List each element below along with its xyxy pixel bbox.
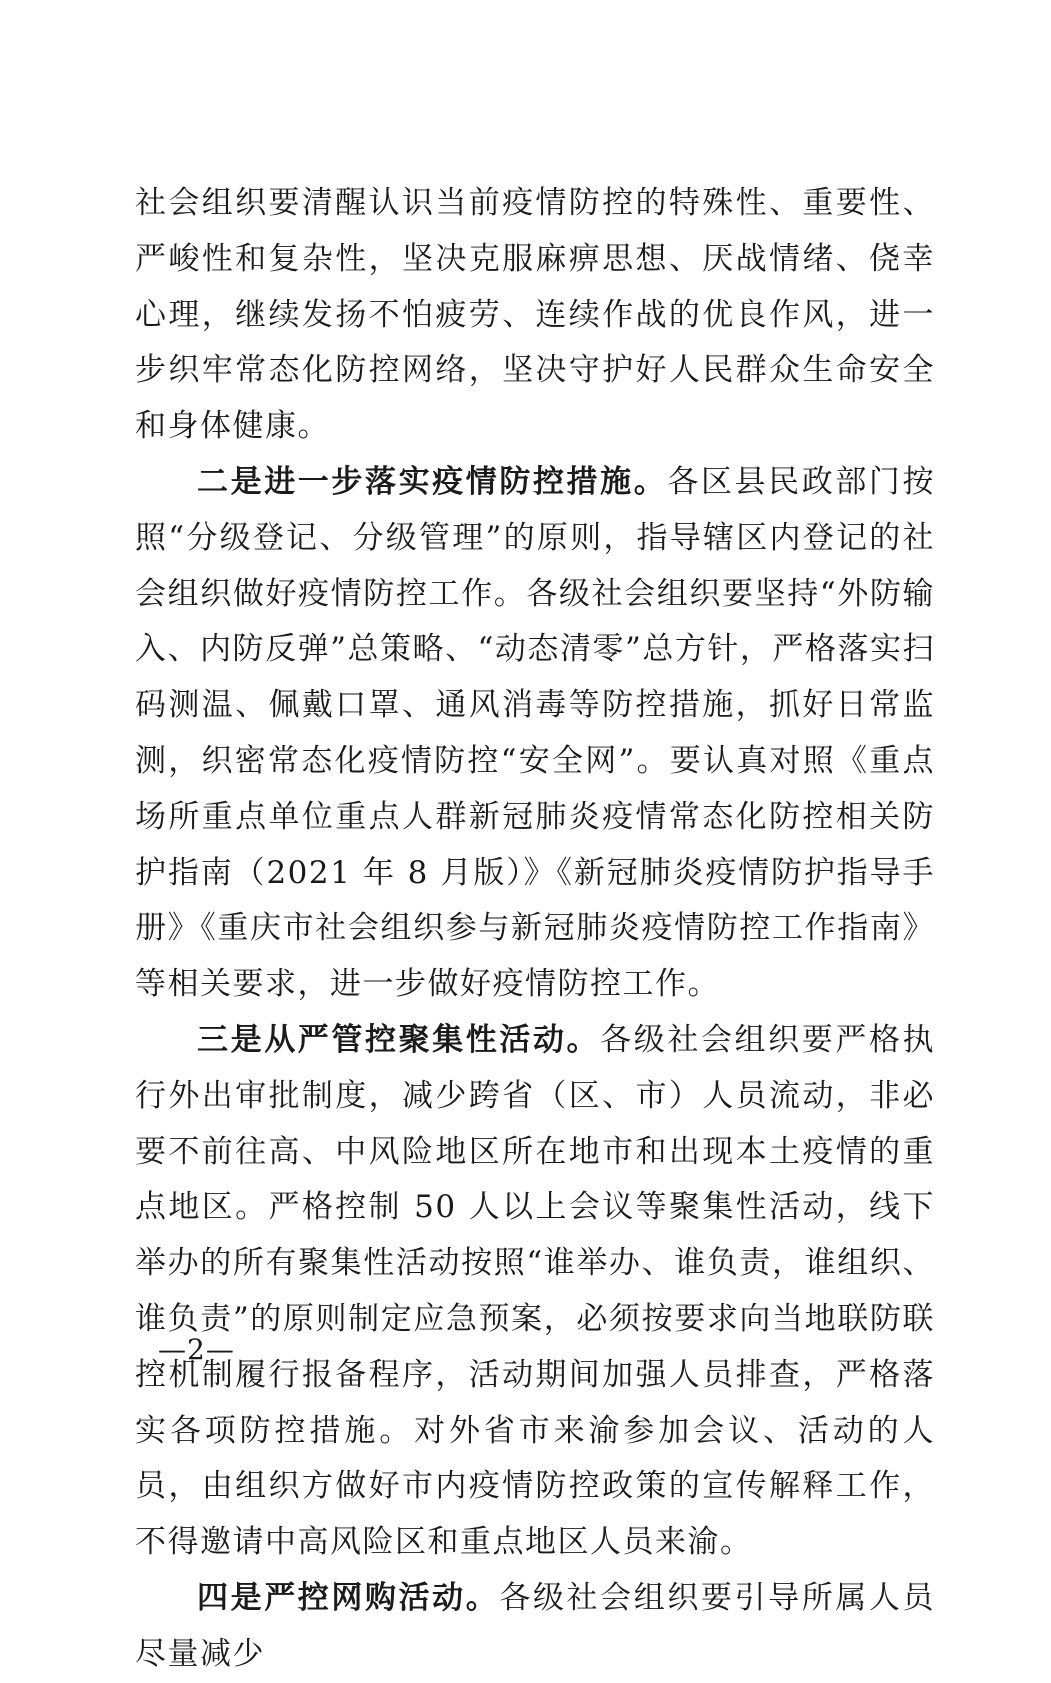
page-number: —2— bbox=[158, 1333, 235, 1366]
paragraph-2-text: 各区县民政部门按照“分级登记、分级管理”的原则，指导辖区内登记的社会组织做好疫情防控工作。各级社会组织要坚持“外防输入、内防反弹”总策略、“动态清零”总方针，严格落实扫码测温、佩戴口罩、通风消毒等防控措施，抓好日常监测，织密常态化疫情防控“安全网”。要认真对照《重点场所重点单位重点人群新冠肺炎疫情常态化防控相关防护指南（2021 年 8 月版）》《新冠肺炎疫情防护指导手册》《重庆市社会组织参与新冠肺炎疫情防控工作指南》等相关要求，进一步做好疫情防控工作。 bbox=[135, 463, 936, 1003]
paragraph-2-lead: 二是进一步落实疫情防控措施。 bbox=[197, 463, 668, 500]
paragraph-1-text: 社会组织要清醒认识当前疫情防控的特殊性、重要性、严峻性和复杂性，坚决克服麻痹思想、厌战情绪、侥幸心理，继续发扬不怕疲劳、连续作战的优良作风，进一步织牢常态化防控网络，坚决守护好人民群众生命安全和身体健康。 bbox=[135, 185, 935, 445]
paragraph-4-lead: 四是严控网购活动。 bbox=[197, 1579, 500, 1616]
document-body bbox=[135, 176, 935, 1683]
paragraph-3 bbox=[135, 1013, 935, 1571]
paragraph-3-text: 各级社会组织要严格执行外出审批制度，减少跨省（区、市）人员流动，非必要不前往高、中风险地区所在地市和出现本土疫情的重点地区。严格控制 50 人以上会议等聚集性活动，线下举办的所有聚集性活动按照“谁举办、谁负责，谁组织、谁负责”的原则制定应急预案，必须按要求向当地联防联控机制履行报备程序，活动期间加强人员排查，严格落实各项防控措施。对外省市来渝参加会议、活动的人员，由组织方做好市内疫情防控政策的宣传解释工作，不得邀请中高风险区和重点地区人员来渝。 bbox=[135, 1021, 936, 1561]
paragraph-2 bbox=[135, 455, 935, 1013]
paragraph-3-lead: 三是从严管控聚集性活动。 bbox=[197, 1021, 601, 1058]
paragraph-4-text: 各级社会组织要引导所属人员尽量减少 bbox=[135, 1579, 936, 1672]
paragraph-1 bbox=[135, 176, 935, 455]
paragraph-4 bbox=[135, 1571, 935, 1683]
